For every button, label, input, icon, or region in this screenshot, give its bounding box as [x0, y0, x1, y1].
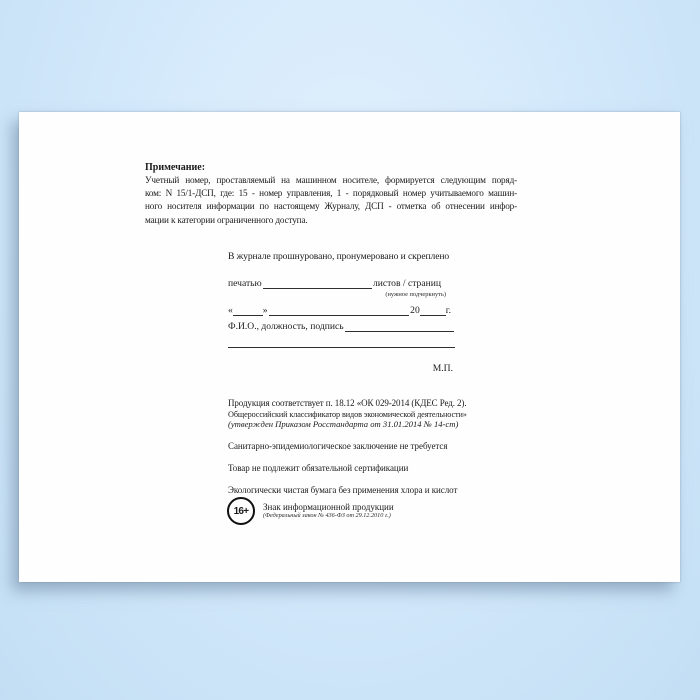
- note-title: Примечание:: [145, 162, 206, 173]
- seal-row: [228, 278, 455, 289]
- underline-hint: (нужное подчеркнуть): [385, 291, 446, 298]
- signature-line: [228, 339, 455, 348]
- sheets-label: листов / страниц: [372, 278, 441, 289]
- document-page: [19, 112, 680, 582]
- blank-line: [420, 305, 446, 316]
- note-line: Учетный номер, проставляемый на машинном носителе, формируется следующим поряд-: [145, 175, 517, 185]
- blank-line: [269, 305, 410, 316]
- quote-close: »: [262, 305, 268, 316]
- compliance-line: Продукция соответствует п. 18.12 «ОК 029-2014 (КДЕС Ред. 2).: [228, 398, 467, 408]
- classifier-line: Общероссийский классификатор видов экономической деятельности»: [228, 409, 467, 419]
- age-rating-label: 16+: [233, 505, 249, 517]
- note-line: ком: N 15/1-ДСП, где: 15 - номер управления, 1 - порядковый номер учитываемого машин-: [145, 188, 517, 199]
- product-compliance-block: [228, 398, 492, 430]
- certification-note: Товар не подлежит обязательной сертификации: [228, 463, 409, 473]
- note-block: [145, 161, 517, 227]
- signature-row: [228, 321, 455, 332]
- blank-line: [263, 278, 372, 289]
- note-line: ного носителя информации по настоящему Журналу, ДСП - отметка об отнесении инфор-: [145, 201, 517, 212]
- eco-note: Экологически чистая бумага без применения хлора и кислот: [228, 485, 458, 495]
- note-line: мации к категории ограниченного доступа.: [145, 214, 308, 225]
- binding-statement: В журнале прошнуровано, пронумеровано и скреплено: [228, 251, 450, 262]
- federal-law-note: (Федеральный закон № 436-ФЗ от 29.12.2010 г.): [263, 512, 391, 519]
- signature-label: Ф.И.О., должность, подпись: [228, 321, 344, 332]
- age-rating-text: [263, 502, 394, 520]
- year-prefix: 20: [410, 305, 420, 316]
- seal-label: печатью: [228, 278, 262, 289]
- age-rating-16plus-badge: [227, 497, 255, 525]
- year-suffix: г.: [445, 305, 451, 316]
- stamp-placeholder: М.П.: [432, 363, 453, 374]
- date-row: [228, 305, 455, 316]
- blank-line: [345, 321, 454, 332]
- approval-line: (утвержден Приказом Росстандарта от 31.01.2014 № 14-ст): [228, 419, 459, 429]
- blank-line: [233, 305, 263, 316]
- age-rating-block: [227, 497, 394, 525]
- binding-certification-block: [228, 251, 455, 381]
- quote-open: «: [228, 305, 233, 316]
- info-product-label: Знак информационной продукции: [263, 502, 394, 512]
- sanitary-note: Санитарно-эпидемиологическое заключение не требуется: [228, 441, 448, 451]
